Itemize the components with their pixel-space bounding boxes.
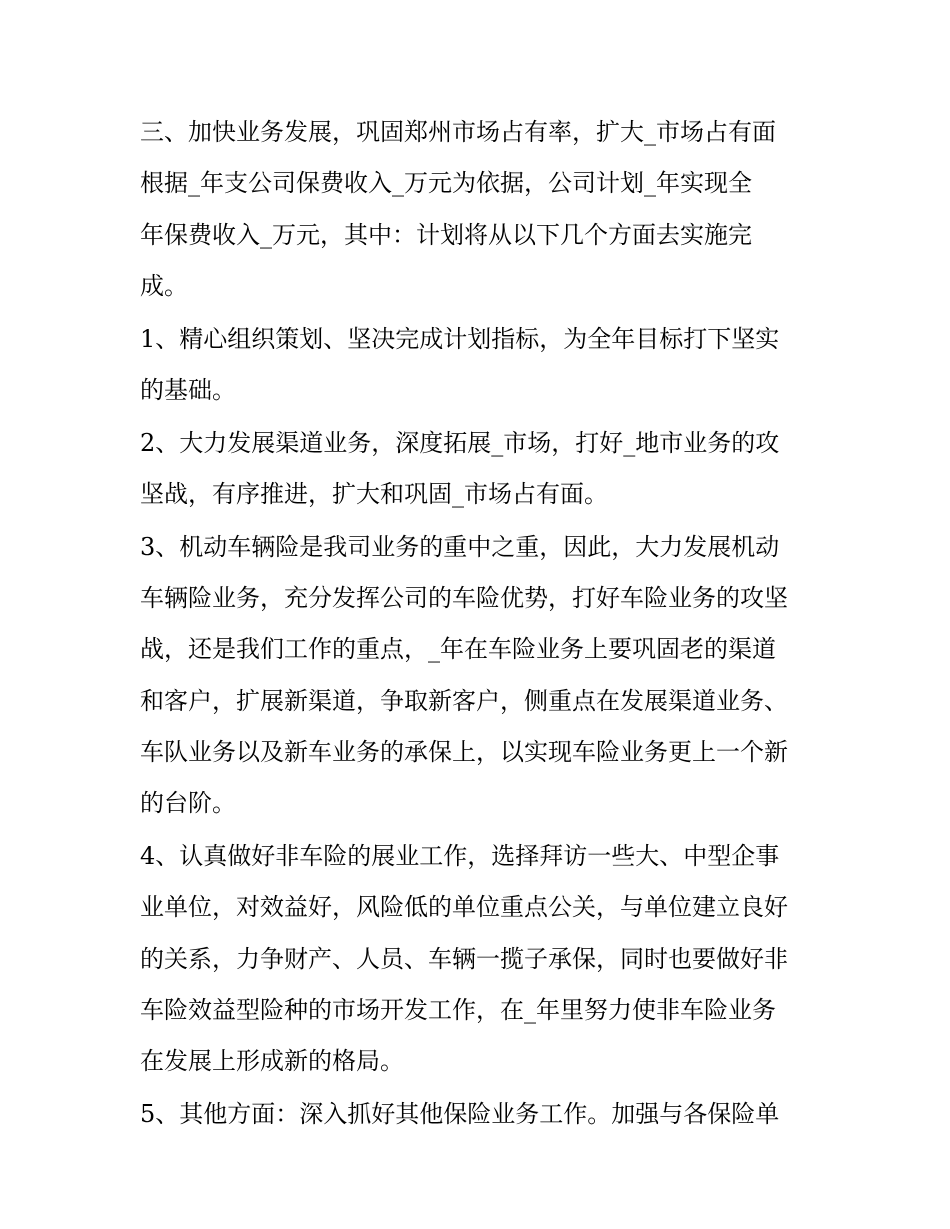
text-line: 4、认真做好非车险的展业工作，选择拜访一些大、中型企事 <box>140 842 780 871</box>
text-line: 的关系，力争财产、人员、车辆一揽子承保，同时也要做好非 <box>140 944 788 973</box>
text-line: 车队业务以及新车业务的承保上，以实现车险业务更上一个新 <box>140 738 788 767</box>
text-line: 2、大力发展渠道业务，深度拓展_市场，打好_地市业务的攻 <box>140 428 780 457</box>
paragraph-item-2 <box>140 418 820 521</box>
paragraph-item-5 <box>140 1089 820 1140</box>
text-line: 车险效益型险种的市场开发工作，在_年里努力使非车险业务 <box>140 996 776 1025</box>
paragraph-item-1 <box>140 314 820 417</box>
text-line: 和客户，扩展新渠道，争取新客户，侧重点在发展渠道业务、 <box>140 686 788 715</box>
text-line: 坚战，有序推进，扩大和巩固_市场占有面。 <box>140 480 608 509</box>
text-line: 战，还是我们工作的重点，_年在车险业务上要巩固老的渠道 <box>140 635 776 664</box>
document-page <box>140 107 820 1140</box>
text-line: 的台阶。 <box>140 789 236 818</box>
text-line: 1、精心组织策划、坚决完成计划指标，为全年目标打下坚实 <box>140 324 780 353</box>
text-line: 5、其他方面：深入抓好其他保险业务工作。加强与各保险单 <box>140 1100 780 1129</box>
text-line: 根据_年支公司保费收入_万元为依据，公司计划_年实现全 <box>140 169 752 198</box>
text-line: 在发展上形成新的格局。 <box>140 1047 404 1076</box>
paragraph-section-three <box>140 107 820 312</box>
paragraph-item-3 <box>140 522 820 830</box>
text-line: 的基础。 <box>140 375 236 404</box>
text-line: 三、加快业务发展，巩固郑州市场占有率，扩大_市场占有面 <box>140 118 776 146</box>
text-line: 车辆险业务，充分发挥公司的车险优势，打好车险业务的攻坚 <box>140 584 788 613</box>
text-line: 年保费收入_万元，其中：计划将从以下几个方面去实施完 <box>140 220 752 249</box>
text-line: 3、机动车辆险是我司业务的重中之重，因此，大力发展机动 <box>140 532 780 561</box>
text-line: 成。 <box>140 271 188 300</box>
text-line: 业单位，对效益好，风险低的单位重点公关，与单位建立良好 <box>140 893 788 922</box>
paragraph-item-4 <box>140 831 820 1087</box>
